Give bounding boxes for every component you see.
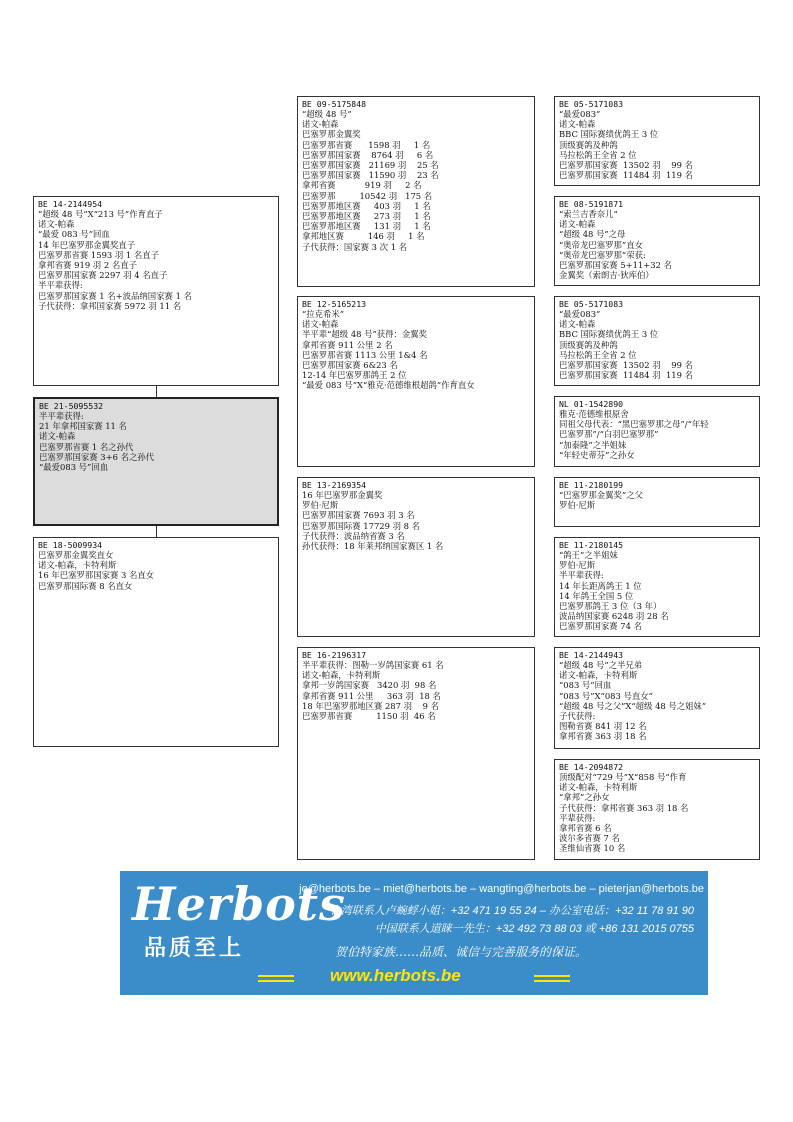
- card-line: 子代获得:: [559, 711, 596, 722]
- card-line: 拿邦一岁鸽国家赛 3420 羽 98 名: [302, 680, 437, 691]
- card-line: 顶级赛鸽及种鸽: [559, 139, 618, 150]
- card-line: “鸽王”之半姐妹: [559, 550, 618, 560]
- subject-pigeon-card: [33, 397, 279, 526]
- card-line: 诺文-帕森: [559, 219, 596, 230]
- card-line: 巴塞罗那地区赛 403 羽 1 名: [302, 200, 431, 211]
- card-line: “拿邦”之孙女: [559, 792, 610, 803]
- card-line: 巴塞罗那国家赛 6&23 名: [302, 360, 398, 371]
- ring-number: BE 08-5191871: [559, 199, 624, 209]
- card-line: 巴塞罗那国家赛 11590 羽 23 名: [302, 170, 439, 181]
- ring-number: BE 18-5009934: [38, 540, 103, 550]
- card-line: “083 号”回血: [559, 680, 612, 691]
- decor-line-right: [534, 975, 570, 977]
- card-line: 半平辈获得:: [39, 411, 84, 421]
- card-line: BBC 国际赛绩优鸽王 3 位: [559, 329, 659, 340]
- decor-line-left: [258, 980, 294, 982]
- card-line: 波品纳国家赛 6248 羽 28 名: [559, 611, 669, 622]
- ring-number: BE 11-2180145: [559, 540, 624, 550]
- ring-number: BE 21-5095532: [39, 401, 104, 411]
- card-line: 14 年鸽王全国 5 位: [559, 590, 634, 601]
- card-line: “最爱083”: [559, 309, 601, 319]
- card-line: 巴塞罗那地区赛 273 羽 1 名: [302, 211, 431, 222]
- card-line: “巴塞罗那金翼奖”之父: [559, 490, 643, 500]
- card-line: 雅克·范德维根原舍: [559, 409, 629, 419]
- website-link[interactable]: www.herbots.be: [330, 966, 461, 985]
- card-line: 诺文-帕森，卡特利斯: [302, 670, 381, 681]
- card-line: 巴塞罗那省赛 1593 羽 1 名直子: [38, 249, 160, 260]
- card-line: 巴塞罗那金翼奖直女: [38, 550, 114, 560]
- card-line: 巴塞罗那国际赛 8 名直女: [38, 580, 133, 591]
- card-line: 诺文-帕森: [559, 119, 596, 130]
- card-line: 巴塞罗那国家赛 11484 羽 119 名: [559, 170, 693, 181]
- card-line: 孙代获得：18 年莱邦纳国家赛区 1 名: [302, 541, 444, 552]
- gen3-card-8: [554, 759, 760, 860]
- card-line: 巴塞罗那国家赛 21169 羽 25 名: [302, 160, 439, 171]
- card-line: 拿邦省赛 6 名: [559, 823, 612, 834]
- ring-number: NL 01-1542890: [559, 399, 624, 409]
- card-line: “超级 48 号”之半兄弟: [559, 660, 643, 670]
- card-line: 巴塞罗那国家赛 2297 羽 4 名直子: [38, 270, 168, 281]
- card-line: 巴塞罗那国家赛 13502 羽 99 名: [559, 160, 693, 171]
- card-line: 诺文-帕森: [559, 319, 596, 330]
- gen3-card-2: [554, 196, 760, 286]
- card-line: 圣维仙省赛 10 名: [559, 843, 626, 854]
- card-line: 巴塞罗那”/“白羽巴塞罗那”: [559, 429, 659, 440]
- gen3-card-5: [554, 477, 760, 527]
- card-line: 巴塞罗那国家赛 11484 羽 119 名: [559, 370, 693, 381]
- card-line: 巴塞罗那国家赛 8764 羽 6 名: [302, 149, 434, 160]
- email-list[interactable]: jo@herbots.be – miet@herbots.be – wangting@herbots.be – pieterjan@herbots.be: [299, 883, 704, 895]
- card-line: 马拉松鸽王全省 2 位: [559, 349, 637, 360]
- card-line: 拿邦地区赛 146 羽 1 名: [302, 231, 425, 242]
- card-line: 巴塞罗那省赛 1150 羽 46 名: [302, 711, 436, 722]
- card-line: 子代获得：波品纳省赛 3 名: [302, 530, 405, 541]
- decor-line-right: [534, 980, 570, 982]
- card-line: “超级 48 号”之母: [559, 229, 626, 240]
- card-line: “最爱 083 号”回血: [38, 229, 110, 240]
- card-line: “最爱083”: [559, 109, 601, 119]
- card-line: 巴塞罗那省赛 1598 羽 1 名: [302, 139, 431, 150]
- card-line: 顶级赛鸽及种鸽: [559, 339, 618, 350]
- card-line: 诺文-帕森: [39, 431, 76, 442]
- tagline: 贺伯特家族……品质、诚信与完善服务的保证。: [335, 945, 588, 959]
- card-line: 罗伯·尼斯: [302, 500, 339, 511]
- card-line: 拿邦省赛 919 羽 2 名: [302, 180, 422, 191]
- ring-number: BE 14-2144954: [38, 199, 103, 209]
- slogan: 品质至上: [144, 936, 245, 961]
- card-line: 半平辈获得：图勒一岁鸽国家赛 61 名: [302, 660, 444, 670]
- card-line: 子代获得：国家赛 3 次 1 名: [302, 241, 408, 252]
- decor-line-left: [258, 975, 294, 977]
- card-line: 巴塞罗那国家赛 74 名: [559, 621, 642, 632]
- card-line: BBC 国际赛绩优鸽王 3 位: [559, 129, 659, 140]
- gen3-card-4: [554, 396, 760, 467]
- granddam-maternal-card: [297, 647, 535, 860]
- card-line: “奥帝龙巴塞罗那”荣获:: [559, 249, 646, 260]
- card-line: 诺文-帕森，卡特利斯: [559, 670, 638, 681]
- gen3-card-7: [554, 647, 760, 749]
- card-line: 巴塞罗那国家赛 3+6 名之孙代: [39, 451, 155, 462]
- grandsire-maternal-card: [297, 477, 535, 637]
- ring-number: BE 11-2180199: [559, 480, 624, 490]
- herbots-logo: Herbots: [132, 877, 346, 931]
- card-line: 罗伯·尼斯: [559, 560, 596, 571]
- card-line: 12-14 年巴塞罗那鸽王 2 位: [302, 370, 407, 381]
- card-line: 拿邦省赛 911 公里 2 名: [302, 339, 393, 350]
- card-line: “超级 48 号之父”X“超级 48 号之姐妹”: [559, 700, 707, 711]
- card-line: 波尔多省赛 7 名: [559, 833, 620, 844]
- card-line: 21 年拿邦国家赛 11 名: [39, 421, 127, 432]
- ring-number: BE 16-2196317: [302, 650, 367, 660]
- card-line: 马拉松鸽王全省 2 位: [559, 149, 637, 160]
- card-line: 巴塞罗那 10542 羽 175 名: [302, 190, 433, 201]
- card-line: 巴塞罗那地区赛 131 羽 1 名: [302, 221, 431, 232]
- dam-card: [33, 537, 279, 747]
- card-line: “超级 48 号”X“213 号”作育直子: [38, 209, 163, 219]
- gen3-card-6: [554, 537, 760, 637]
- ring-number: BE 05-5171083: [559, 99, 624, 109]
- card-line: “083 号”X“083 号直女”: [559, 690, 653, 701]
- china-contact: 中国联系人道睐一先生：+32 492 73 88 03 或 +86 131 2015 0755: [374, 923, 694, 935]
- grandsire-paternal-card: [297, 96, 535, 287]
- card-line: 巴塞罗那省赛 1113 公里 1&4 名: [302, 349, 428, 360]
- gen3-card-3: [554, 296, 760, 386]
- gen3-card-1: [554, 96, 760, 186]
- card-line: 平辈获得:: [559, 812, 596, 823]
- card-line: “索兰吉香奈儿”: [559, 209, 618, 219]
- card-line: “超级 48 号”: [302, 109, 352, 119]
- card-line: 半平辈获得:: [38, 280, 83, 291]
- card-line: 同祖父母代表：“黑巴塞罗那之母”/“年轻: [559, 419, 709, 430]
- card-line: 罗伯·尼斯: [559, 500, 596, 511]
- taiwan-contact: 台湾联系人卢蜿蜉小姐：+32 471 19 55 24 – 办公室电话：+32 11 78 91 90: [329, 905, 694, 917]
- card-line: 巴塞罗那国际赛 17729 羽 8 名: [302, 520, 420, 531]
- card-line: 金翼奖（索朗吉·狄库伯）: [559, 270, 654, 281]
- card-line: “拉克希米”: [302, 309, 345, 319]
- card-line: 拿邦省赛 919 羽 2 名直子: [38, 260, 137, 271]
- card-line: 巴塞罗那国家赛 7693 羽 3 名: [302, 510, 415, 521]
- card-line: 巴塞罗那国家赛 5+11+32 名: [559, 260, 673, 271]
- card-line: 14 年长距离鸽王 1 位: [559, 580, 642, 591]
- ring-number: BE 09-5175848: [302, 99, 367, 109]
- card-line: 巴塞罗那国家赛 13502 羽 99 名: [559, 360, 693, 371]
- card-line: 巴塞罗那省赛 1 名之孙代: [39, 441, 134, 452]
- card-line: 巴塞罗那国家赛 1 名+波品纳国家赛 1 名: [38, 290, 192, 301]
- card-line: 拿邦省赛 363 羽 18 名: [559, 731, 647, 742]
- card-line: 诺文-帕森，卡特利斯: [559, 782, 638, 793]
- card-line: 18 年巴塞罗那地区赛 287 羽 9 名: [302, 700, 440, 711]
- ring-number: BE 14-2094872: [559, 762, 624, 772]
- card-line: 图勒省赛 841 羽 12 名: [559, 721, 647, 732]
- card-line: 16 年巴塞罗那国家赛 3 名直女: [38, 570, 155, 581]
- card-line: 子代获得：拿邦国家赛 5972 羽 11 名: [38, 300, 182, 311]
- card-line: 半平辈获得:: [559, 570, 604, 581]
- card-line: “奥帝龙巴塞罗那”直女: [559, 239, 643, 250]
- card-line: “年轻史蒂芬”之孙女: [559, 449, 635, 460]
- card-line: 巴塞罗那鸽王 3 位（3 年）: [559, 601, 662, 612]
- granddam-paternal-card: [297, 296, 535, 467]
- card-line: 诺文-帕森: [302, 119, 339, 130]
- card-line: 巴塞罗那金翼奖: [302, 129, 361, 140]
- card-line: “加泰隆”之半姐妹: [559, 439, 627, 450]
- ring-number: BE 12-5165213: [302, 299, 367, 309]
- herbots-banner: [120, 871, 708, 995]
- card-line: 16 年巴塞罗那金翼奖: [302, 490, 383, 500]
- card-line: “最爱 083 号”X“雅克·范德维根超鸽”作育直女: [302, 380, 475, 391]
- card-line: 诺文-帕森，卡特利斯: [38, 560, 117, 571]
- card-line: 诺文-帕森: [38, 219, 75, 230]
- card-line: 14 年巴塞罗那金翼奖直子: [38, 239, 136, 250]
- sire-card: [33, 196, 279, 386]
- ring-number: BE 05-5171083: [559, 299, 624, 309]
- card-line: “最爱083 号”回血: [39, 462, 109, 473]
- card-line: 半平辈“超级 48 号”获得：金翼奖: [302, 329, 428, 340]
- ring-number: BE 13-2169354: [302, 480, 367, 490]
- card-line: 子代获得：拿邦省赛 363 羽 18 名: [559, 802, 689, 813]
- card-line: 拿邦省赛 911 公里 363 羽 18 名: [302, 690, 441, 701]
- card-line: 诺文-帕森: [302, 319, 339, 330]
- ring-number: BE 14-2144943: [559, 650, 624, 660]
- card-line: 顶级配对“729 号”X“858 号”作育: [559, 772, 687, 782]
